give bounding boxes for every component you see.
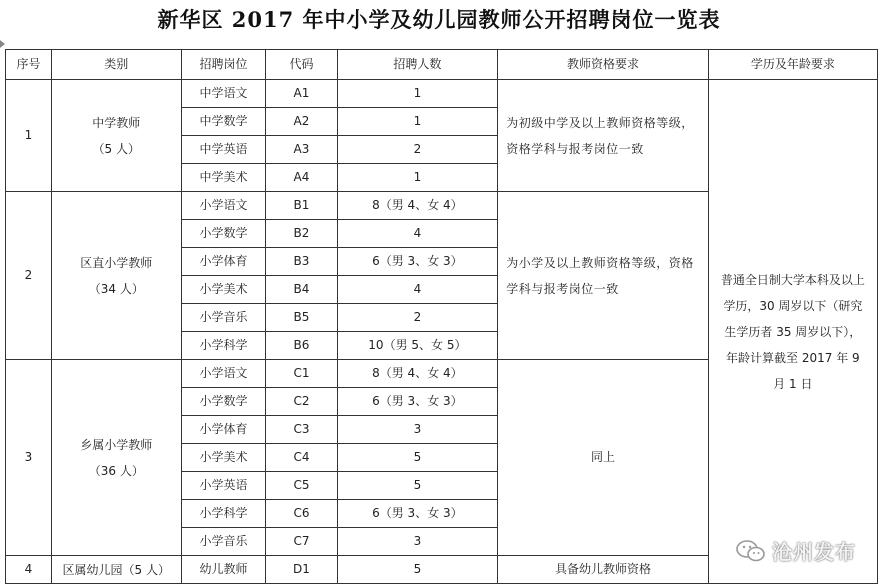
hire-count: 4 — [337, 276, 498, 304]
post-code: C3 — [266, 416, 337, 444]
group-category — [51, 556, 181, 584]
post-name: 小学科学 — [181, 332, 266, 360]
group-number: 1 — [6, 80, 52, 192]
post-code: A4 — [266, 164, 337, 192]
hire-count: 5 — [337, 556, 498, 584]
hire-count: 3 — [337, 528, 498, 556]
qualification-requirement: 为小学及以上教师资格等级，资格学科与报考岗位一致 — [498, 192, 709, 360]
post-code: B4 — [266, 276, 337, 304]
post-name: 小学数学 — [181, 388, 266, 416]
hire-count: 6（男 3、女 3） — [337, 500, 498, 528]
education-requirement: 普通全日制大学本科及以上学历，30 周岁以下（研究生学历者 35 周岁以下），年龄计算截至 2017 年 9 月 1 日 — [708, 80, 877, 584]
qualification-requirement: 具备幼儿教师资格 — [498, 556, 709, 584]
post-name: 小学英语 — [181, 472, 266, 500]
hire-count: 5 — [337, 472, 498, 500]
watermark — [736, 536, 856, 565]
post-code: C5 — [266, 472, 337, 500]
group-number: 4 — [6, 556, 52, 584]
column-header: 类别 — [51, 50, 181, 80]
column-header: 学历及年龄要求 — [708, 50, 877, 80]
watermark-text: 沧州发布 — [772, 540, 856, 564]
post-name: 小学音乐 — [181, 528, 266, 556]
hire-count: 1 — [337, 164, 498, 192]
post-name: 小学科学 — [181, 500, 266, 528]
post-name: 小学音乐 — [181, 304, 266, 332]
hire-count: 2 — [337, 136, 498, 164]
column-header: 招聘人数 — [337, 50, 498, 80]
post-code: B5 — [266, 304, 337, 332]
post-code: A2 — [266, 108, 337, 136]
group-category — [51, 80, 181, 192]
post-code: C6 — [266, 500, 337, 528]
hire-count: 8（男 4、女 4） — [337, 192, 498, 220]
hire-count: 2 — [337, 304, 498, 332]
post-code: C2 — [266, 388, 337, 416]
column-header: 序号 — [6, 50, 52, 80]
post-name: 幼儿教师 — [181, 556, 266, 584]
category-name: 乡属小学教师 — [80, 437, 153, 452]
hire-count: 1 — [337, 108, 498, 136]
table-row — [6, 80, 878, 108]
post-name: 小学语文 — [181, 192, 266, 220]
post-code: B6 — [266, 332, 337, 360]
post-name: 小学美术 — [181, 276, 266, 304]
group-number: 2 — [6, 192, 52, 360]
category-name: 中学教师 — [92, 115, 141, 130]
qualification-requirement: 同上 — [498, 360, 709, 556]
post-name: 小学语文 — [181, 360, 266, 388]
recruitment-table — [5, 49, 878, 584]
post-code: B3 — [266, 248, 337, 276]
hire-count: 6（男 3、女 3） — [337, 248, 498, 276]
hire-count: 8（男 4、女 4） — [337, 360, 498, 388]
hire-count: 3 — [337, 416, 498, 444]
category-count: （36 人） — [88, 463, 144, 478]
post-name: 小学体育 — [181, 416, 266, 444]
post-code: D1 — [266, 556, 337, 584]
post-code: B2 — [266, 220, 337, 248]
row-marker — [0, 40, 5, 48]
header-row — [6, 50, 878, 80]
post-name: 小学体育 — [181, 248, 266, 276]
column-header: 代码 — [266, 50, 337, 80]
post-name: 小学美术 — [181, 444, 266, 472]
hire-count: 5 — [337, 444, 498, 472]
hire-count: 6（男 3、女 3） — [337, 388, 498, 416]
hire-count: 10（男 5、女 5） — [337, 332, 498, 360]
group-category — [51, 360, 181, 556]
post-code: B1 — [266, 192, 337, 220]
post-name: 中学数学 — [181, 108, 266, 136]
group-category — [51, 192, 181, 360]
category-count: （5 人） — [92, 141, 140, 156]
category-name: 区属幼儿园（5 人） — [62, 562, 170, 577]
post-name: 中学语文 — [181, 80, 266, 108]
post-code: C7 — [266, 528, 337, 556]
wechat-icon — [736, 539, 766, 563]
post-name: 中学英语 — [181, 136, 266, 164]
post-name: 小学数学 — [181, 220, 266, 248]
qualification-requirement: 为初级中学及以上教师资格等级，资格学科与报考岗位一致 — [498, 80, 709, 192]
page-title: 新华区 2017 年中小学及幼儿园教师公开招聘岗位一览表 — [157, 7, 721, 32]
hire-count: 4 — [337, 220, 498, 248]
post-code: A1 — [266, 80, 337, 108]
category-name: 区直小学教师 — [80, 255, 153, 270]
hire-count: 1 — [337, 80, 498, 108]
post-code: C4 — [266, 444, 337, 472]
post-code: A3 — [266, 136, 337, 164]
category-count: （34 人） — [88, 281, 144, 296]
post-name: 中学美术 — [181, 164, 266, 192]
post-code: C1 — [266, 360, 337, 388]
group-number: 3 — [6, 360, 52, 556]
column-header: 招聘岗位 — [181, 50, 266, 80]
column-header: 教师资格要求 — [498, 50, 709, 80]
